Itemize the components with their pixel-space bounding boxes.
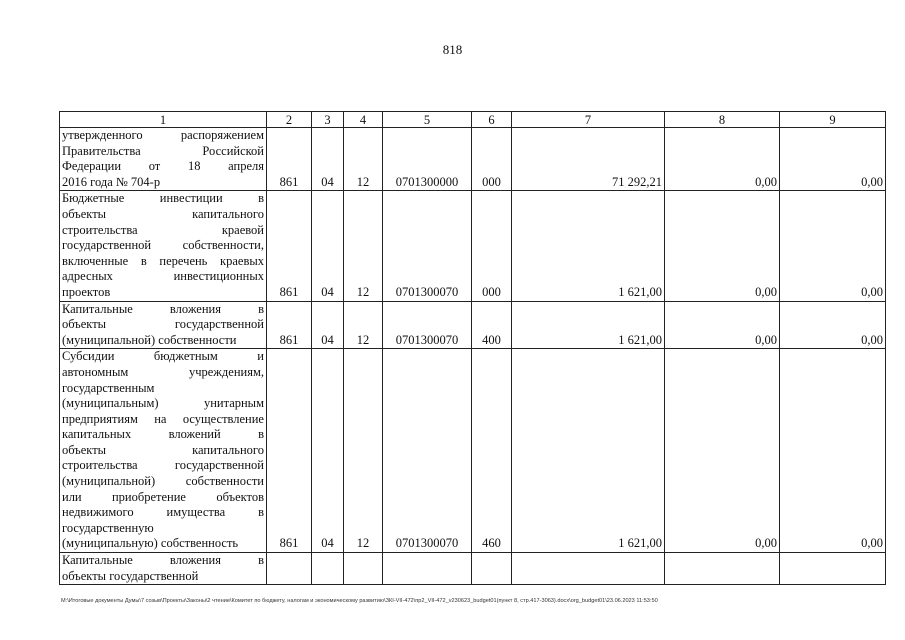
amount-col8: 0,00 <box>665 128 780 191</box>
expense-type-code: 400 <box>472 301 512 349</box>
target-article-code <box>383 553 472 585</box>
amount-col8 <box>665 553 780 585</box>
target-article-code: 0701300070 <box>383 191 472 301</box>
amount-col9: 0,00 <box>780 128 886 191</box>
amount-total <box>512 553 665 585</box>
expense-type-code: 460 <box>472 349 512 553</box>
target-article-code: 0701300000 <box>383 128 472 191</box>
description-line: Федерации от 18 апреля <box>62 159 264 174</box>
subsection-code: 12 <box>344 301 383 349</box>
row-description <box>60 128 267 191</box>
description-line: Капитальные вложения в <box>62 553 264 568</box>
target-article-code: 0701300070 <box>383 349 472 553</box>
description-line: (муниципальным) унитарным <box>62 396 264 411</box>
description-line: государственным <box>62 380 155 395</box>
department-code: 861 <box>267 191 312 301</box>
header-cell: 7 <box>512 112 665 128</box>
expense-type-code <box>472 553 512 585</box>
page-number: 818 <box>442 42 463 57</box>
description-line: (муниципальной) собственности <box>62 474 264 489</box>
amount-col9: 0,00 <box>780 191 886 301</box>
description-line: Капитальные вложения в <box>62 301 264 316</box>
amount-col8: 0,00 <box>665 191 780 301</box>
amount-col8: 0,00 <box>665 301 780 349</box>
subsection-code <box>344 553 383 585</box>
expense-type-code: 000 <box>472 191 512 301</box>
amount-col8: 0,00 <box>665 349 780 553</box>
description-line: утвержденного распоряжением <box>62 128 264 142</box>
department-code: 861 <box>267 349 312 553</box>
description-line: адресных инвестиционных <box>62 269 264 284</box>
row-description <box>60 553 267 585</box>
description-line: (муниципальной) собственности <box>62 332 237 347</box>
header-cell: 8 <box>665 112 780 128</box>
table-row <box>60 349 886 553</box>
header-cell: 5 <box>383 112 472 128</box>
description-line: Субсидии бюджетным и <box>62 349 264 364</box>
budget-table <box>59 111 886 585</box>
description-line: государственной собственности, <box>62 238 264 253</box>
amount-col9: 0,00 <box>780 301 886 349</box>
section-code: 04 <box>312 301 344 349</box>
description-line: 2016 года № 704-р <box>62 174 161 189</box>
subsection-code: 12 <box>344 349 383 553</box>
description-line: или приобретение объектов <box>62 489 264 504</box>
description-line: объекты капитального <box>62 442 264 457</box>
description-line: строительства государственной <box>62 458 264 473</box>
department-code: 861 <box>267 301 312 349</box>
amount-total: 1 621,00 <box>512 301 665 349</box>
department-code <box>267 553 312 585</box>
description-line: автономным учреждениям, <box>62 364 264 379</box>
table-row <box>60 128 886 191</box>
description-line: объекты государственной <box>62 317 264 332</box>
section-code: 04 <box>312 128 344 191</box>
header-cell: 6 <box>472 112 512 128</box>
description-line: (муниципальную) собственность <box>62 536 239 551</box>
row-description <box>60 191 267 301</box>
row-description <box>60 349 267 553</box>
description-line: Правительства Российской <box>62 143 264 158</box>
header-cell: 4 <box>344 112 383 128</box>
amount-total: 1 621,00 <box>512 191 665 301</box>
section-code: 04 <box>312 191 344 301</box>
table-header-row <box>60 112 886 128</box>
subsection-code: 12 <box>344 128 383 191</box>
table-row <box>60 191 886 301</box>
department-code: 861 <box>267 128 312 191</box>
amount-col9: 0,00 <box>780 349 886 553</box>
amount-total: 71 292,21 <box>512 128 665 191</box>
expense-type-code: 000 <box>472 128 512 191</box>
table-row <box>60 553 886 585</box>
description-line: Бюджетные инвестиции в <box>62 191 264 206</box>
table-body <box>60 128 886 585</box>
description-line: предприятиям на осуществление <box>62 411 264 426</box>
header-cell: 2 <box>267 112 312 128</box>
description-line: государственную <box>62 520 154 535</box>
description-line: объекты государственной <box>62 568 199 583</box>
section-code: 04 <box>312 349 344 553</box>
description-line: объекты капитального <box>62 206 264 221</box>
description-line: проектов <box>62 284 111 299</box>
header-cell: 1 <box>60 112 267 128</box>
description-line: строительства краевой <box>62 222 264 237</box>
header-cell: 3 <box>312 112 344 128</box>
table-row <box>60 301 886 349</box>
description-line: включенные в перечень краевых <box>62 253 264 268</box>
description-line: недвижимого имущества в <box>62 505 264 520</box>
description-line: капитальных вложений в <box>62 427 264 442</box>
row-description <box>60 301 267 349</box>
amount-col9 <box>780 553 886 585</box>
header-cell: 9 <box>780 112 886 128</box>
section-code <box>312 553 344 585</box>
amount-total: 1 621,00 <box>512 349 665 553</box>
target-article-code: 0701300070 <box>383 301 472 349</box>
subsection-code: 12 <box>344 191 383 301</box>
document-footer-path: M:\Итоговые документы Думы\7 созыв\Проекты\Законы\2 чтение\Комитет по бюджету, налогам и экономическому развитию\ЗКI-VII-472\пр2_VII-472_v230623_budget01(пункт 8, стр.417-3063).docx\org_budget01\23.06.2023 11:53:50 <box>61 598 658 604</box>
